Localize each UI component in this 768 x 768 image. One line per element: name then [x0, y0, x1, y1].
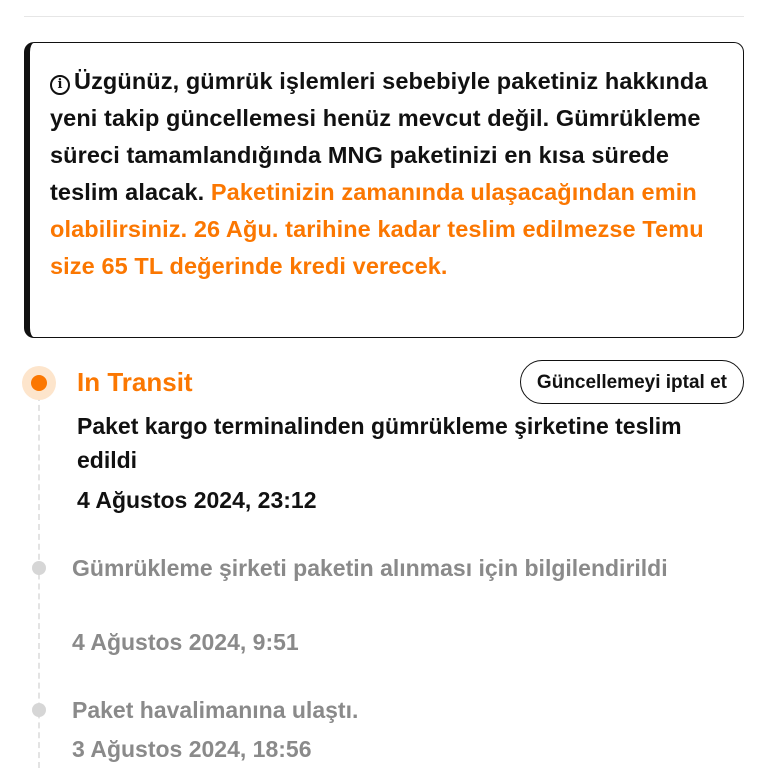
event-description: Gümrükleme şirketi paketin alınması için bilgilendirildi	[72, 555, 668, 581]
info-circle-icon: i	[50, 75, 70, 95]
event-time: 3 Ağustos 2024, 18:56	[72, 736, 312, 762]
cancel-update-button[interactable]: Güncellemeyi iptal et	[520, 360, 744, 404]
tracking-status: In Transit	[77, 367, 193, 397]
timeline-dot-active	[22, 366, 56, 400]
event-time: 4 Ağustos 2024, 9:51	[72, 629, 299, 655]
timeline-dot	[32, 561, 46, 575]
timeline-dot	[32, 703, 46, 717]
top-divider	[24, 16, 744, 17]
notice-main-text: Üzgünüz, gümrük işlemleri sebebiyle paketiniz hakkında yeni takip güncellemesi henüz mevcut değil. Gümrükleme süreci tamamlandığında MNG paketinizi en kısa sürede teslim alacak.	[50, 68, 708, 205]
event-description: Paket havalimanına ulaştı.	[72, 697, 359, 723]
event-time: 4 Ağustos 2024, 23:12	[77, 487, 317, 513]
event-description: Paket kargo terminalinden gümrükleme şirketine teslim edildi	[77, 413, 682, 473]
notice-text	[50, 63, 727, 285]
notice-highlight-text: Paketinizin zamanında ulaşacağından emin olabilirsiniz. 26 Ağu. tarihine kadar teslim edilmezse Temu size 65 TL değerinde kredi verecek.	[50, 179, 704, 279]
customs-notice-box	[24, 42, 744, 338]
